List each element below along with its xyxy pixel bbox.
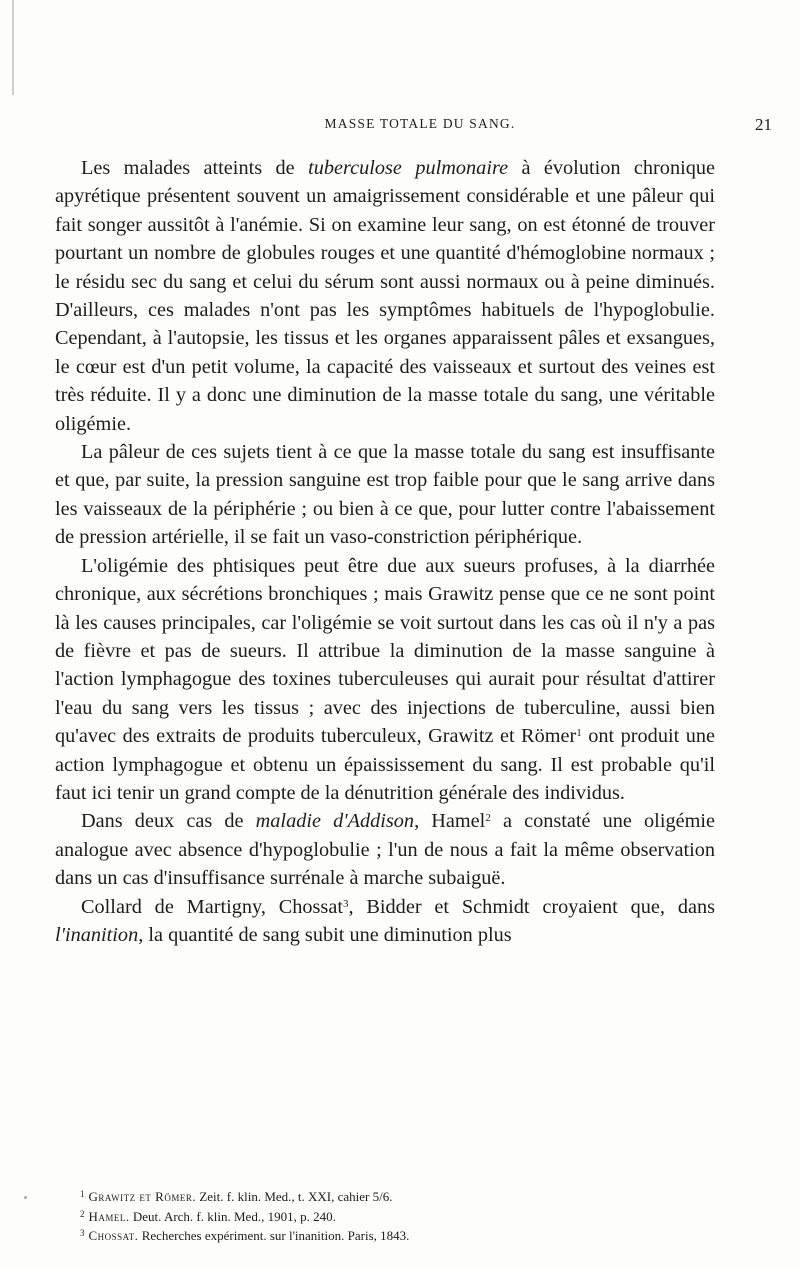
footnote-authors: Grawitz et Römer. bbox=[88, 1189, 197, 1204]
footnote-ref-1: 1 bbox=[576, 727, 582, 740]
p1-text-b: à évolution chronique apyrétique présentent souvent un amaigrissement considérable et une pâleur qui fait songer aussitôt à l'anémie. Si on examine leur sang, on est étonné de trouver pourtant un nombre de globules rouges et une quantité d'hémoglobine normaux ; le résidu sec du sang et celui du sérum sont aussi normaux ou à peine diminués. D'ailleurs, ces malades n'ont pas les symptômes habituels de l'hypoglobulie. Cependant, à l'autopsie, les tissus et les organes apparaissent pâles et exsangues, le cœur est d'un petit volume, la capacité des vaisseaux et surtout des veines est très réduite. Il y a donc une diminution de la masse totale du sang, une véritable oligémie. bbox=[55, 157, 716, 435]
paragraph-1 bbox=[55, 154, 715, 438]
p5-text-b: , Bidder et Schmidt croyaient que, dans bbox=[348, 895, 715, 918]
footnote-reference: Recherches expériment. sur l'inanition. Paris, 1843. bbox=[138, 1228, 410, 1243]
footnote-authors: Hamel. bbox=[88, 1208, 130, 1224]
paragraph-5 bbox=[55, 893, 715, 950]
footnote-3 bbox=[80, 1225, 720, 1245]
binding-edge bbox=[12, 0, 14, 95]
footnote-1 bbox=[80, 1186, 720, 1206]
paragraph-3 bbox=[55, 552, 715, 808]
p5-text-a: Collard de Martigny, Chossat bbox=[81, 895, 343, 918]
p3-text-a: L'oligémie des phtisiques peut être due aux sueurs profuses, à la diarrhée chronique, aux sécrétions bronchiques ; mais Grawitz pense que ce ne sont point là les causes principales, car l'oligémie se voit surtout dans les cas où il n'y a pas de fièvre et pas de sueurs. Il attribue la diminution de la masse sanguine à l'action lymphagogue des toxines tuberculeuses qui aurait pour résultat d'attirer l'eau du sang vers les tissus ; avec des injections de tuberculine, aussi bien qu'avec des extraits de produits tuberculeux, Grawitz et Römer bbox=[55, 554, 715, 748]
paragraph-2: La pâleur de ces sujets tient à ce que la masse totale du sang est insuffisante et que, par suite, la pression sanguine est trop faible pour que le sang arrive dans les vaisseaux de la périphérie ; ou bien à ce que, pour lutter contre l'abaissement de pression artérielle, il se fait un vaso-constriction périphérique. bbox=[55, 441, 715, 549]
footnote-authors: Chossat. bbox=[88, 1228, 139, 1243]
footnotes bbox=[80, 1186, 720, 1245]
p3-text-b: ont produit une action lymphagogue et obtenu un épaississement du sang. Il est probable qu'il faut ici tenir un grand compte de la dénutrition générale des individus. bbox=[55, 725, 716, 804]
footnote-number: 3 bbox=[80, 1228, 85, 1238]
footnote-reference: Zeit. f. klin. Med., t. XXI, cahier 5/6. bbox=[196, 1189, 393, 1204]
paragraph-4 bbox=[55, 807, 715, 892]
p4-text-a: Dans deux cas de bbox=[81, 810, 256, 833]
footnote-ref-2: 2 bbox=[485, 812, 491, 825]
footnote-number: 1 bbox=[80, 1189, 85, 1199]
speck bbox=[24, 1196, 27, 1199]
footnote-ref-3: 3 bbox=[342, 897, 349, 910]
body-text bbox=[55, 154, 715, 949]
running-title: MASSE TOTALE DU SANG. bbox=[324, 116, 516, 131]
footnote-reference: Deut. Arch. f. klin. Med., 1901, p. 240. bbox=[129, 1208, 336, 1224]
p1-emphasis: tuberculose pulmonaire bbox=[308, 157, 509, 179]
p4-text-c: a constaté une oligémie analogue avec absence d'hypoglobulie ; l'un de nous a fait la même observation dans un cas d'insuffisance surrénale à marche subaiguë. bbox=[55, 810, 716, 890]
p5-text-c: , la quantité de sang subit une diminution plus bbox=[138, 923, 512, 946]
p5-emphasis: l'inanition bbox=[55, 923, 139, 946]
footnote-number: 2 bbox=[80, 1208, 85, 1219]
p4-emphasis: maladie d'Addison bbox=[255, 810, 415, 833]
running-header bbox=[70, 116, 780, 136]
p4-text-b: , Hamel bbox=[414, 810, 486, 833]
p1-text-a: Les malades atteints de bbox=[81, 157, 309, 179]
page-number: 21 bbox=[755, 115, 772, 134]
footnote-2 bbox=[80, 1206, 720, 1226]
